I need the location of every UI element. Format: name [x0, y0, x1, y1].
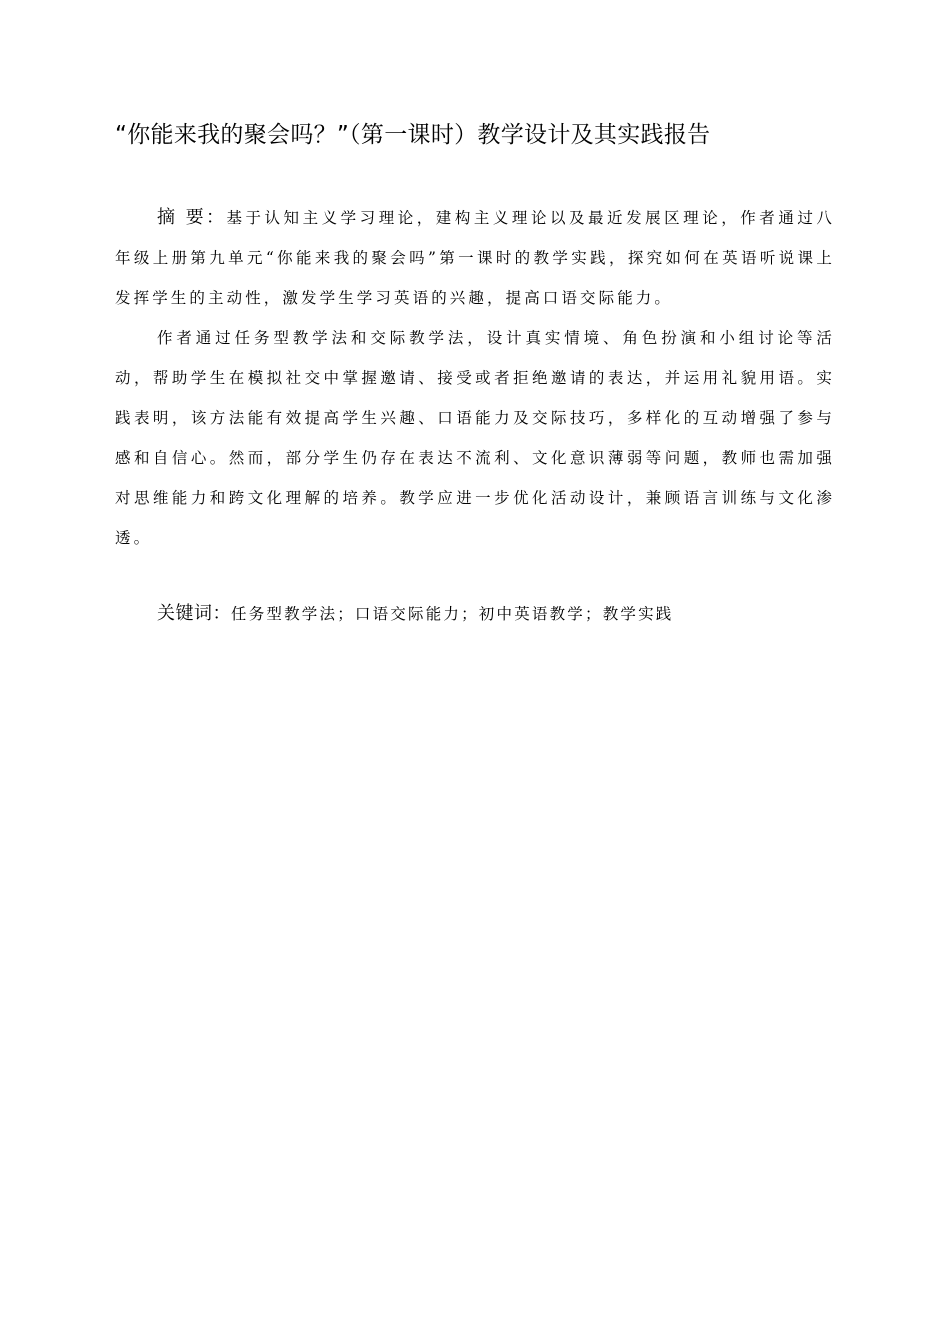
- keywords-label: 关键词：: [157, 603, 231, 624]
- abstract-paragraph-1: [115, 198, 835, 318]
- abstract-section: [115, 198, 835, 558]
- abstract-paragraph-2: 作者通过任务型教学法和交际教学法，设计真实情境、角色扮演和小组讨论等活动，帮助学生在模拟社交中掌握邀请、接受或者拒绝邀请的表达，并运用礼貌用语。实践表明，该方法能有效提高学生兴趣、口语能力及交际技巧，多样化的互动增强了参与感和自信心。然而，部分学生仍存在表达不流利、文化意识薄弱等问题，教师也需加强对思维能力和跨文化理解的培养。教学应进一步优化活动设计，兼顾语言训练与文化渗透。: [115, 329, 835, 547]
- document-title: “你能来我的聚会吗？”（第一课时）教学设计及其实践报告: [115, 122, 711, 148]
- abstract-label: 摘 要：: [157, 207, 227, 228]
- keywords-section: [157, 594, 837, 634]
- abstract-text-1: 基于认知主义学习理论，建构主义理论以及最近发展区理论，作者通过八年级上册第九单元“你能来我的聚会吗”第一课时的教学实践，探究如何在英语听说课上发挥学生的主动性，激发学生学习英语的兴趣，提高口语交际能力。: [115, 209, 835, 307]
- keywords-text: 任务型教学法；口语交际能力；初中英语教学；教学实践: [231, 605, 674, 623]
